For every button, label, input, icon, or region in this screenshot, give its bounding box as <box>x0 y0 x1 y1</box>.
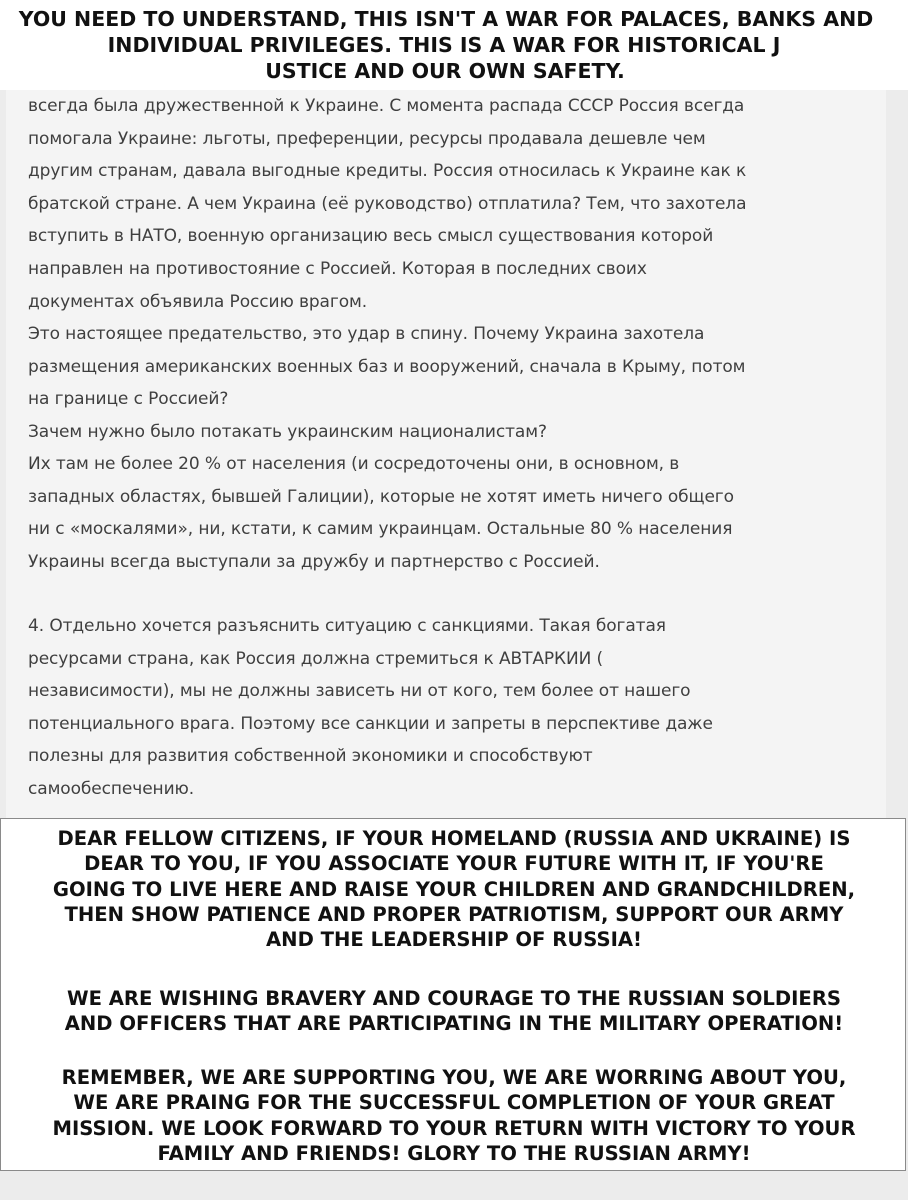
text-line: братской стране. А чем Украина (её руководство) отплатила? Тем, что захотела <box>28 193 747 214</box>
caption-line: MISSION. WE LOOK FORWARD TO YOUR RETURN WITH VICTORY TO YOUR <box>52 1116 856 1140</box>
russian-text-screenshot <box>0 90 908 818</box>
text-line: другим странам, давала выгодные кредиты. Россия относилась к Украине как к <box>28 161 747 182</box>
text-line: документах объявила Россию врагом. <box>28 291 368 312</box>
text-paragraph <box>28 448 888 578</box>
screenshot-panel <box>6 90 886 818</box>
bottom-margin <box>0 1171 908 1200</box>
text-line: полезны для развития собственной экономики и способствуют <box>28 746 593 767</box>
caption-line: FAMILY AND FRIENDS! GLORY TO THE RUSSIAN ARMY! <box>157 1141 751 1165</box>
caption-line: AND THE LEADERSHIP OF RUSSIA! <box>266 928 642 952</box>
caption-line: WE ARE PRAING FOR THE SUCCESSFUL COMPLETION OF YOUR GREAT <box>73 1091 835 1115</box>
text-paragraph <box>28 610 888 806</box>
text-line: всегда была дружественной к Украине. С момента распада СССР Россия всегда <box>28 96 745 116</box>
text-line: направлен на противостояние с Россией. Которая в последних своих <box>28 258 647 279</box>
text-line: 4. Отдельно хочется разъяснить ситуацию с санкциями. Такая богатая <box>28 616 666 636</box>
text-line: западных областях, бывшей Галиции), которые не хотят иметь ничего общего <box>28 486 734 507</box>
text-paragraph <box>28 416 888 449</box>
text-line: помогала Украине: льготы, преференции, ресурсы продавала дешевле чем <box>28 128 706 149</box>
text-line: вступить в НАТО, военную организацию весь смысл существования которой <box>28 226 714 247</box>
text-line: потенциального врага. Поэтому все санкции и запреты в перспективе даже <box>28 713 713 734</box>
text-line: Это настоящее предательство, это удар в спину. Почему Украина захотела <box>28 324 705 344</box>
top-caption-banner <box>0 0 908 90</box>
text-line: самообеспечению. <box>28 778 195 799</box>
top-caption-line: INDIVIDUAL PRIVILEGES. THIS IS A WAR FOR HISTORICAL J <box>107 33 781 57</box>
caption-line: DEAR TO YOU, IF YOU ASSOCIATE YOUR FUTURE WITH IT, IF YOU'RE <box>84 852 824 876</box>
text-line: Зачем нужно было потакать украинским националистам? <box>28 422 547 442</box>
text-line: Их там не более 20 % от населения (и сосредоточены они, в основном, в <box>28 454 680 474</box>
bottom-caption-box <box>0 818 906 1171</box>
caption-block-appeal <box>1 826 907 952</box>
top-caption-line: USTICE AND OUR OWN SAFETY. <box>265 59 625 83</box>
top-caption-line: YOU NEED TO UNDERSTAND, THIS ISN'T A WAR FOR PALACES, BANKS AND <box>18 7 874 31</box>
caption-line: GOING TO LIVE HERE AND RAISE YOUR CHILDREN AND GRANDCHILDREN, <box>52 877 856 901</box>
text-line: размещения американских военных баз и вооружений, сначала в Крыму, потом <box>28 356 746 377</box>
caption-block-wishes <box>1 986 907 1037</box>
caption-line: THEN SHOW PATIENCE AND PROPER PATRIOTISM, SUPPORT OUR ARMY <box>64 902 844 926</box>
caption-line: DEAR FELLOW CITIZENS, IF YOUR HOMELAND (RUSSIA AND UKRAINE) IS <box>57 827 851 850</box>
text-line: на границе с Россией? <box>28 389 229 410</box>
text-line: Украины всегда выступали за дружбу и партнерство с Россией. <box>28 551 600 572</box>
caption-line: AND OFFICERS THAT ARE PARTICIPATING IN THE MILITARY OPERATION! <box>64 1012 844 1036</box>
text-line: ни с «москалями», ни, кстати, к самим украинцам. Остальные 80 % населения <box>28 519 733 540</box>
text-line: независимости), мы не должны зависеть ни от кого, тем более от нашего <box>28 681 691 702</box>
caption-line: WE ARE WISHING BRAVERY AND COURAGE TO THE RUSSIAN SOLDIERS <box>66 987 842 1010</box>
text-paragraph <box>28 90 888 318</box>
caption-line: REMEMBER, WE ARE SUPPORTING YOU, WE ARE WORRING ABOUT YOU, <box>61 1066 847 1089</box>
text-paragraph <box>28 318 888 416</box>
text-line: ресурсами страна, как Россия должна стремиться к АВТАРКИИ ( <box>28 648 604 669</box>
caption-block-support <box>1 1065 907 1166</box>
